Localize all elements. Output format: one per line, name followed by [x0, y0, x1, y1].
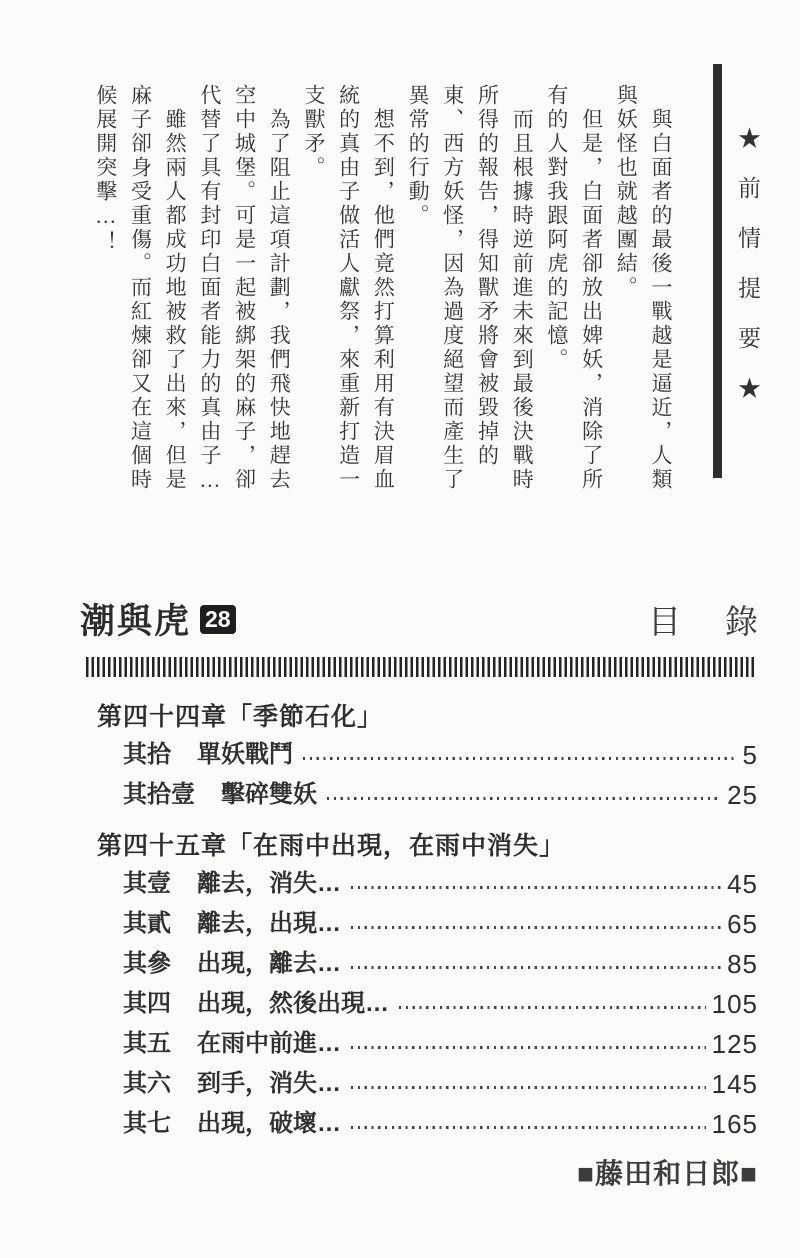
dotted-leader [351, 966, 721, 969]
toc-entry [123, 781, 758, 809]
toc-entry-title: 到手，消失… [197, 1070, 341, 1097]
toc-entry-page: 145 [711, 1069, 758, 1099]
recap-paragraph: 與白面者的最後一戰越是逼近，人類與妖怪也就越團結。 [614, 84, 673, 492]
toc-entry [123, 1030, 758, 1058]
recap-paragraph: 為了阻止這項計劃，我們飛快地趕去空中城堡。可是一起被綁架的麻子，卻代替了具有封印白面者能力的真由子… [197, 84, 292, 495]
toc-entry-title: 擊碎雙妖 [221, 781, 317, 808]
toc-entry-page: 165 [711, 1109, 758, 1139]
author-credit: ■藤田和日郎■ [577, 1158, 758, 1189]
toc-entry-title: 在雨中前進… [197, 1030, 341, 1057]
toc-entry [123, 950, 758, 978]
dotted-leader [327, 797, 721, 800]
toc-entry-page: 125 [711, 1029, 758, 1059]
toc-entry [123, 1070, 758, 1098]
dotted-leader [351, 1086, 706, 1089]
toc-entry-label: 其四 [123, 990, 171, 1017]
toc-entry-page: 105 [711, 989, 758, 1019]
dotted-leader [303, 757, 737, 760]
toc-entry-label: 其七 [123, 1110, 171, 1137]
toc-entry-title: 出現，離去… [197, 950, 341, 977]
toc-entry [123, 1110, 758, 1138]
series-title: 潮與虎 [80, 602, 192, 641]
volume-number-badge: 28 [200, 605, 236, 634]
toc-entry [123, 990, 758, 1018]
chapter-heading: 第四十五章「在雨中出現，在雨中消失」 [97, 832, 566, 860]
hatched-divider [86, 657, 757, 677]
toc-entry-title: 出現，然後出現… [197, 990, 389, 1017]
table-of-contents [97, 703, 758, 1138]
contents-title [648, 596, 758, 643]
toc-entry-page: 25 [727, 780, 758, 810]
toc-entry-page: 5 [742, 740, 758, 770]
toc-entry-label: 其貳 [123, 910, 171, 937]
dotted-leader [351, 1046, 706, 1049]
recap-vertical-rule [713, 64, 722, 478]
contents-title-char: 錄 [725, 602, 758, 640]
recap-paragraph: 想不到，他們竟然打算利用有決眉血統的真由子做活人獻祭，來重新打造一支獸矛。 [301, 84, 396, 492]
toc-entry-title: 單妖戰鬥 [197, 741, 293, 768]
chapter-heading: 第四十四章「季節石化」 [97, 703, 384, 731]
recap-paragraph: 而且根據時逆前進未來到最後決戰時所得的報告，得知獸矛將會被毀掉的東、西方妖怪，因為過度絕望而產生了異常的行動。 [406, 84, 535, 492]
toc-entry-label: 其拾壹 [123, 781, 195, 808]
toc-entry-label: 其拾 [123, 741, 171, 768]
dotted-leader [351, 1126, 706, 1129]
toc-entry-page: 85 [727, 949, 758, 979]
contents-title-char: 目 [648, 602, 681, 640]
toc-entry [123, 741, 758, 769]
recap-paragraph: 雖然兩人都成功地被救了出來，但是麻子卻身受重傷。而紅煉卻又在這個時候展開突擊…！ [93, 84, 188, 492]
toc-entry [123, 870, 758, 898]
recap-summary-text [88, 84, 678, 496]
recap-paragraph: 但是，白面者卻放出婢妖，消除了所有的人對我跟阿虎的記憶。 [544, 84, 604, 492]
toc-entry [123, 910, 758, 938]
dotted-leader [351, 886, 721, 889]
toc-entry-page: 45 [727, 869, 758, 899]
contents-header-row [80, 598, 758, 640]
dotted-leader [399, 1006, 706, 1009]
toc-entry-label: 其六 [123, 1070, 171, 1097]
toc-entry-title: 離去，出現… [197, 910, 341, 937]
recap-heading: ★前情提要★ [735, 126, 760, 426]
dotted-leader [351, 926, 721, 929]
toc-entry-title: 出現，破壞… [197, 1110, 341, 1137]
toc-entry-page: 65 [727, 909, 758, 939]
toc-entry-label: 其壹 [123, 870, 171, 897]
toc-entry-label: 其參 [123, 950, 171, 977]
toc-entry-label: 其五 [123, 1030, 171, 1057]
toc-entry-title: 離去，消失… [197, 870, 341, 897]
